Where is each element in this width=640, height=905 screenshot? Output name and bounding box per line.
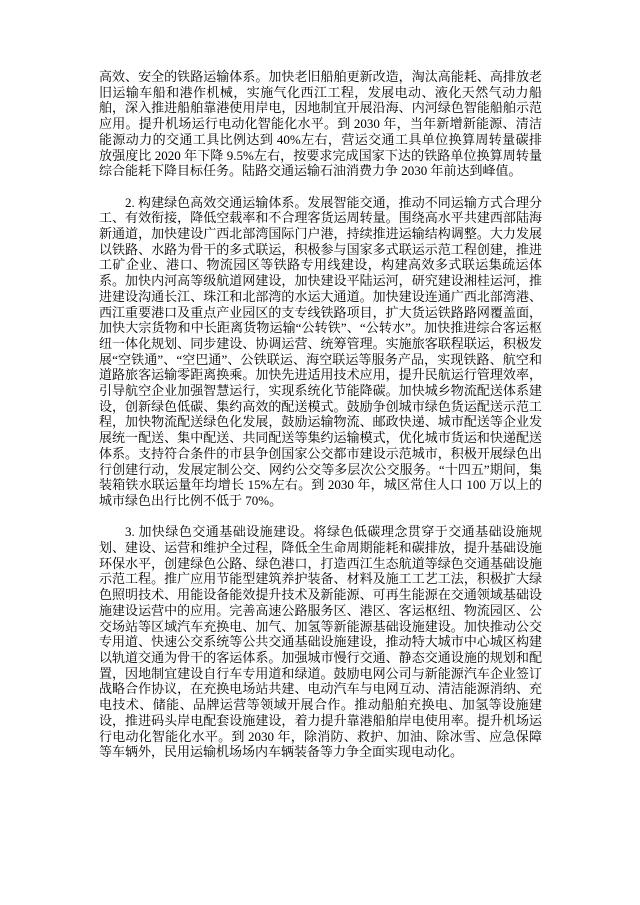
paragraph-item-3-green-infrastructure: 3. 加快绿色交通基础设施建设。将绿色低碳理念贯穿于交通基础设施规划、建设、运营和维护全过程，降低全生命周期能耗和碳排放，提升基础设施环保水平，创建绿色公路、绿色港口，打造西江生态航道等绿色交通基础设施示范工程。推广应用节能型建筑养护装备、材料及施工工艺工法，积极扩大绿色照明技术、用能设备能效提升技术及新能源、可再生能源在交通领域基础设施建设运营中的应用。完善高速公路服务区、港区、客运枢纽、物流园区、公交场站等区域汽车充换电、加气、加氢等新能源基础设施建设。加快推动公交专用道、快速公交系统等公共交通基础设施建设，推动特大城市中心城区构建以轨道交通为骨干的客运体系。加强城市慢行交通、静态交通设施的规划和配置，因地制宜建设自行车专用道和绿道。鼓励电网公司与新能源汽车企业签订战略合作协议，在充换电场站共建、电动汽车与电网互动、清洁能源消纳、充电技术、储能、品牌运营等领域开展合作。推动船舶充换电、加氢等设施建设，推进码头岸电配套设施建设，着力提升靠港船舶岸电使用率。提升机场运行电动化智能化水平。到 2030 年，除消防、救护、加油、除冰雪、应急保障等车辆外，民用运输机场场内车辆装备等力争全面实现电动化。 (99, 524, 542, 760)
paragraph-continuation: 高效、安全的铁路运输体系。加快老旧船舶更新改造，淘汰高能耗、高排放老旧运输车船和港作机械，实施气化西江工程，发展电动、液化天然气动力船舶，深入推进船舶靠港使用岸电，因地制宜开展沿海、内河绿色智能船舶示范应用。提升机场运行电动化智能化水平。到 2030 年，当年新增新能源、清洁能源动力的交通工具比例达到 40%左右，营运交通工具单位换算周转量碳排放强度比 2020 年下降 9.5%左右，按要求完成国家下达的铁路单位换算周转量综合能耗下降目标任务。陆路交通运输石油消费力争 2030 年前达到峰值。 (99, 69, 542, 179)
paragraph-item-2-green-transport-system: 2. 构建绿色高效交通运输体系。发展智能交通，推动不同运输方式合理分工、有效衔接，降低空载率和不合理客货运周转量。围绕高水平共建西部陆海新通道，加快建设广西北部湾国际门户港，持续推进运输结构调整。大力发展以铁路、水路为骨干的多式联运，积极参与国家多式联运示范工程创建，推进工矿企业、港口、物流园区等铁路专用线建设，构建高效多式联运集疏运体系。加快内河高等级航道网建设，加快建设平陆运河，研究建设湘桂运河，推进建设沟通长江、珠江和北部湾的水运大通道。加快建设连通广西北部湾港、西江重要港口及重点产业园区的支专线铁路项目，扩大货运铁路路网覆盖面，加快大宗货物和中长距离货物运输“公转铁”、“公转水”。加快推进综合客运枢纽一体化规划、同步建设、协调运营、统筹管理。实施旅客联程联运，积极发展“空铁通”、“空巴通”、公铁联运、海空联运等服务产品，实现铁路、航空和道路旅客运输零距离换乘。加快先进适用技术应用，提升民航运行管理效率，引导航空企业加强智慧运行，实现系统化节能降碳。加快城乡物流配送体系建设，创新绿色低碳、集约高效的配送模式。鼓励争创城市绿色货运配送示范工程，加快物流配送绿色化发展，鼓励运输物流、邮政快递、城市配送等企业发展统一配送、集中配送、共同配送等集约运输模式，优化城市货运和快递配送体系。支持符合条件的市县争创国家公交都市建设示范城市，积极开展绿色出行创建行动，发展定制公交、网约公交等多层次公交服务。“十四五”期间，集装箱铁水联运量年均增长 15%左右。到 2030 年，城区常住人口 100 万以上的城市绿色出行比例不低于 70%。 (99, 194, 542, 508)
document-text-block (99, 69, 542, 760)
